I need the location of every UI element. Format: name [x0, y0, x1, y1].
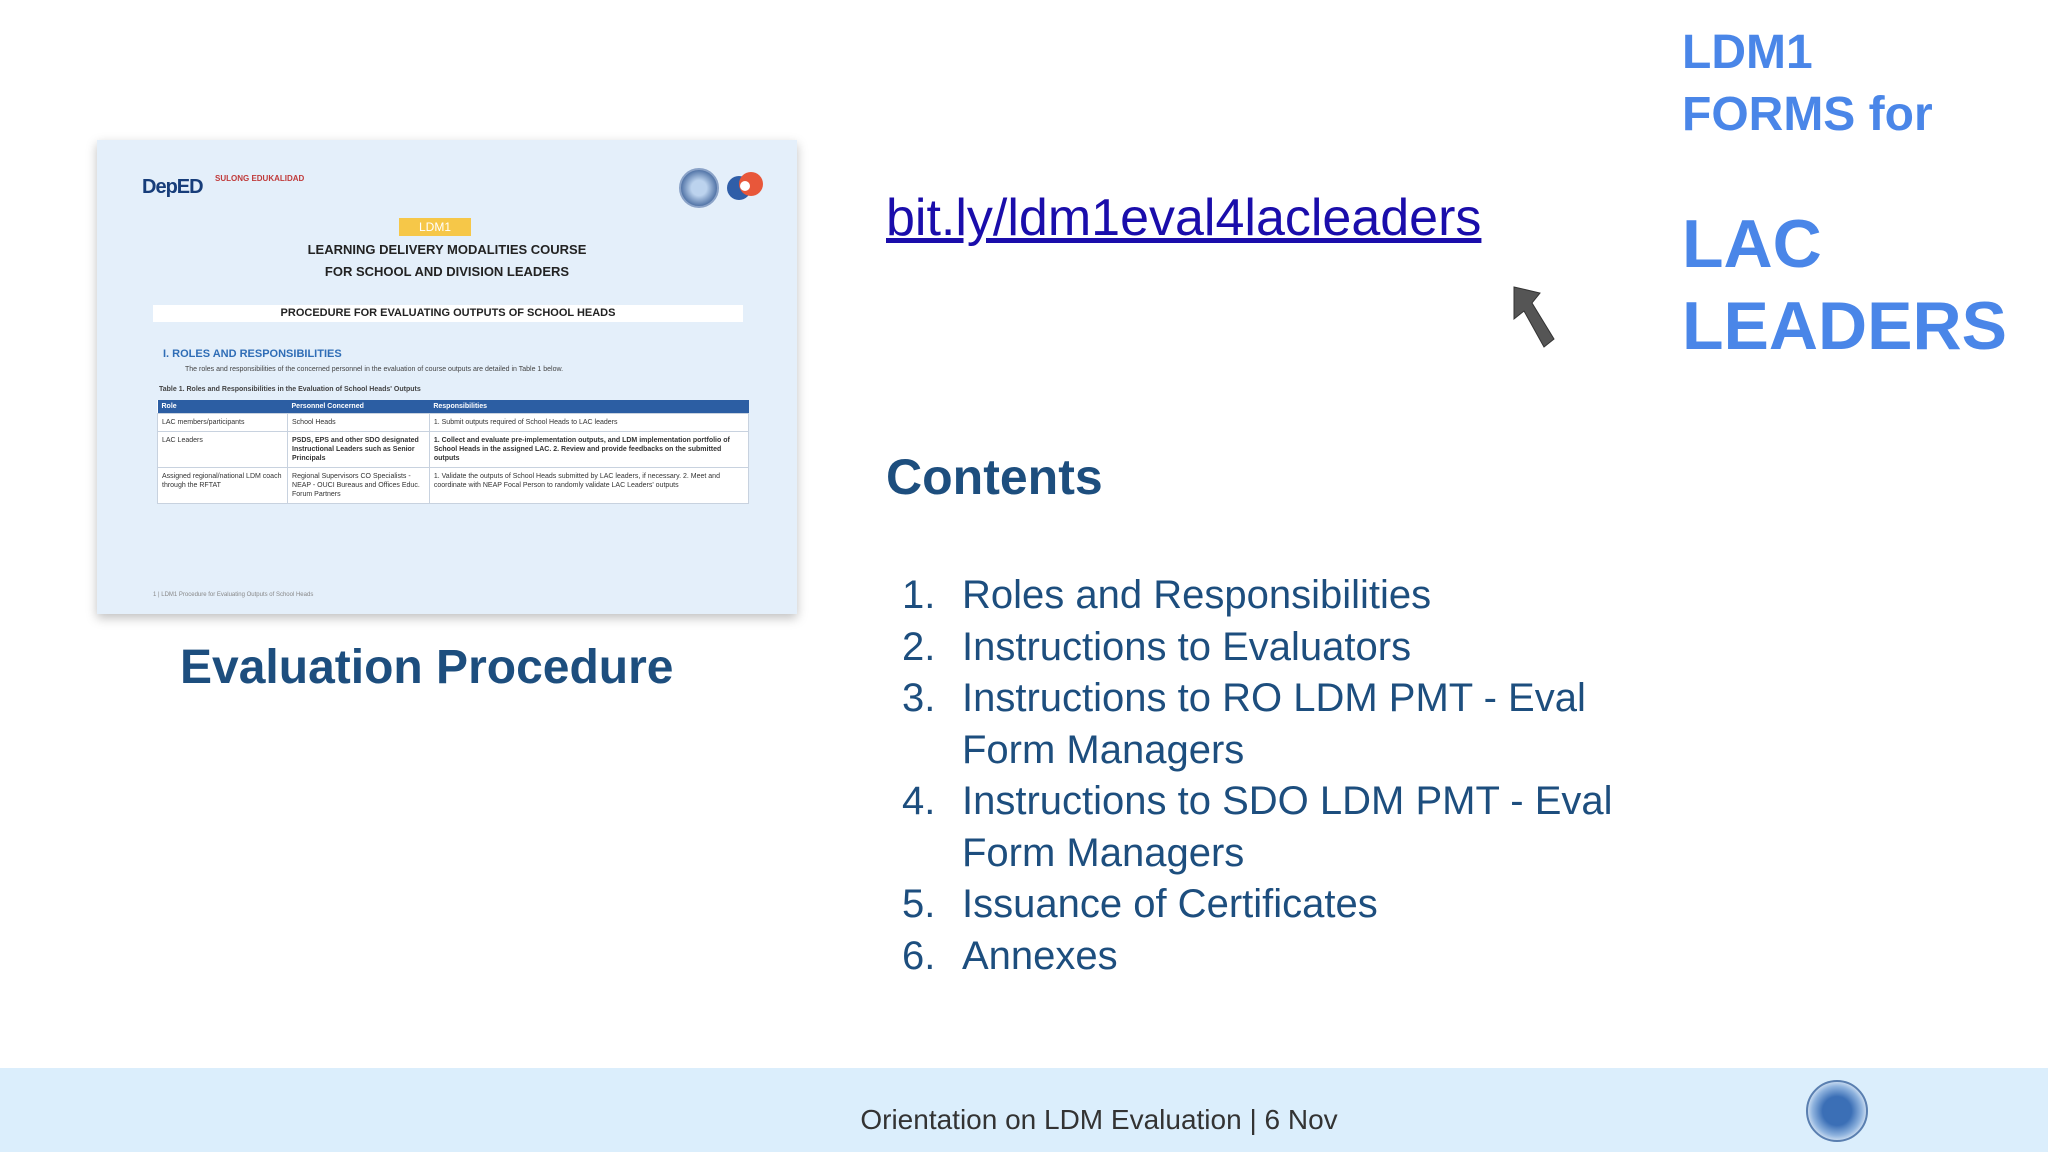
- table-cell: PSDS, EPS and other SDO designated Instructional Leaders such as Senior Principals: [288, 432, 430, 468]
- list-item-text: Issuance of Certificates: [962, 882, 1378, 926]
- table-header: Responsibilities: [429, 400, 748, 414]
- list-item-number: 3.: [902, 676, 936, 720]
- contents-title: Contents: [886, 449, 1103, 505]
- table-row: [158, 468, 749, 504]
- table-header: Personnel Concerned: [288, 400, 430, 414]
- footer-text: Orientation on LDM Evaluation | 6 Nov: [860, 1104, 1338, 1135]
- table-caption: Table 1. Roles and Responsibilities in the Evaluation of School Heads' Outputs: [159, 386, 421, 393]
- arrow-pointer-icon: [1510, 283, 1558, 351]
- list-item: [886, 776, 1686, 879]
- list-item-text: Instructions to Evaluators: [962, 624, 1412, 669]
- table-cell: 1. Validate the outputs of School Heads submitted by LAC leaders, if necessary. 2. Meet and coordinate with NEAP Focal Person to randomly validate LAC Leaders' outputs: [429, 468, 748, 504]
- deped-logo: DepED: [142, 176, 203, 198]
- sulong-logo-text: SULONG EDUKALIDAD: [215, 174, 305, 183]
- list-item-number: 5.: [902, 882, 936, 926]
- procedure-bar: PROCEDURE FOR EVALUATING OUTPUTS OF SCHOOL HEADS: [153, 305, 743, 322]
- list-item-text: Roles and Responsibilities: [962, 573, 1432, 617]
- forms-label-line2: FORMS for: [1682, 88, 1933, 141]
- list-item-number: 6.: [902, 933, 936, 978]
- sulong-logo: [215, 174, 304, 183]
- list-item-number: 2.: [902, 624, 936, 669]
- table-cell: LAC members/participants: [158, 414, 288, 432]
- table-cell: 1. Collect and evaluate pre-implementation outputs, and LDM implementation portfolio of School Heads in the assigned LAC. 2. Review and provide feedbacks on the submitted outputs: [429, 432, 748, 468]
- table-row: [158, 414, 749, 432]
- doc-title-line2: FOR SCHOOL AND DIVISION LEADERS: [324, 264, 570, 279]
- list-item: [886, 673, 1686, 776]
- roles-table: [157, 400, 749, 504]
- doc-title-line1: LEARNING DELIVERY MODALITIES COURSE: [307, 242, 587, 257]
- list-item: [886, 570, 1686, 622]
- table-cell: Regional Supervisors CO Specialists - NEAP - OUCI Bureaus and Offices Educ. Forum Partners: [288, 468, 430, 504]
- list-item-text: Instructions to RO LDM PMT - Eval Form Managers: [962, 676, 1586, 772]
- document-thumbnail: [97, 140, 797, 614]
- section-intro: The roles and responsibilities of the concerned personnel in the evaluation of course outputs are detailed in Table 1 below.: [185, 366, 564, 373]
- ldm1-tag: LDM1: [399, 218, 471, 236]
- forms-label-bottom: [1682, 203, 2007, 367]
- ksi-logo-icon: [725, 168, 765, 204]
- table-row: [158, 432, 749, 468]
- list-item: [886, 879, 1686, 931]
- list-item: [886, 622, 1686, 674]
- forms-label-line3: LAC: [1682, 206, 1822, 282]
- list-item-number: 4.: [902, 779, 936, 823]
- section-heading: I. ROLES AND RESPONSIBILITIES: [163, 348, 342, 360]
- forms-label-line4: LEADERS: [1682, 288, 2007, 364]
- doc-footer: 1 | LDM1 Procedure for Evaluating Outputs of School Heads: [153, 592, 314, 598]
- table-cell: Assigned regional/national LDM coach through the RFTAT: [158, 468, 288, 504]
- list-item-text: Instructions to SDO LDM PMT - Eval Form Managers: [962, 779, 1613, 875]
- list-item: [886, 931, 1686, 983]
- table-header: Role: [158, 400, 288, 414]
- evaluation-procedure-title: Evaluation Procedure: [180, 641, 674, 694]
- list-item-number: 1.: [902, 573, 936, 617]
- table-header-row: [158, 400, 749, 414]
- footer-seal-icon: [1806, 1080, 1868, 1142]
- contents-list: [886, 570, 1686, 982]
- forms-label-top: [1682, 22, 1933, 146]
- table-cell: LAC Leaders: [158, 432, 288, 468]
- table-cell: 1. Submit outputs required of School Heads to LAC leaders: [429, 414, 748, 432]
- seal-icon: [679, 168, 719, 208]
- forms-link[interactable]: bit.ly/ldm1eval4lacleaders: [886, 189, 1482, 247]
- list-item-text: Annexes: [962, 933, 1118, 978]
- table-cell: School Heads: [288, 414, 430, 432]
- forms-label-line1: LDM1: [1682, 26, 1813, 79]
